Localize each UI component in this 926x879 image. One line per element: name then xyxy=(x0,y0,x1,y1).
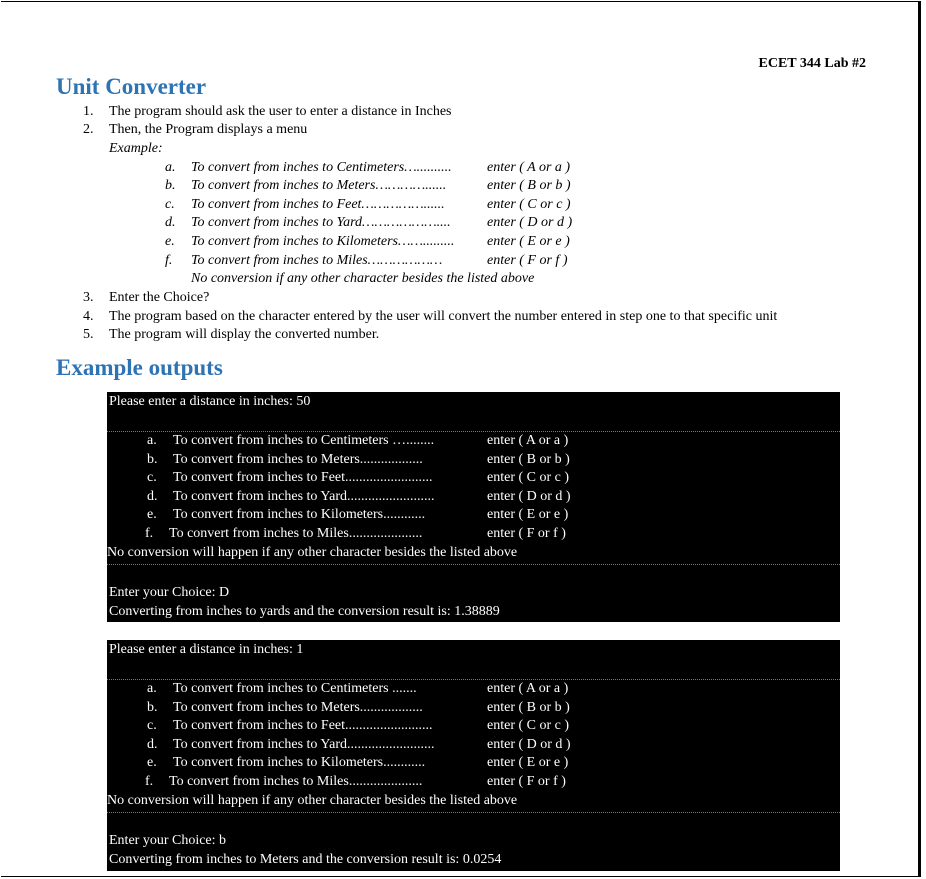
console-menu-letter: c. xyxy=(147,470,157,485)
step-text: The program should ask the user to enter a distance in Inches xyxy=(109,104,452,119)
console-menu-enter: enter ( C or c ) xyxy=(487,470,570,485)
menu-letter: f. xyxy=(165,253,173,268)
console-menu-letter: c. xyxy=(147,718,157,733)
console-result: Converting from inches to yards and the conversion result is: 1.38889 xyxy=(109,604,500,619)
console-menu-enter: enter ( A or a ) xyxy=(487,433,569,448)
console-menu-enter: enter ( B or b ) xyxy=(487,452,570,467)
console-menu-enter: enter ( A or a ) xyxy=(487,681,569,696)
console-output-1 xyxy=(107,392,840,622)
step-text: The program will display the converted number. xyxy=(109,327,380,342)
console-menu-text: To convert from inches to Centimeters …........ xyxy=(173,433,435,448)
console-menu-text: To convert from inches to Centimeters ....... xyxy=(173,681,417,696)
no-conversion-note: No conversion if any other character besides the listed above xyxy=(191,271,535,286)
menu-item-text: To convert from inches to Miles……………… xyxy=(191,253,443,268)
console-menu-enter: enter ( C or c ) xyxy=(487,718,570,733)
step-number: 4. xyxy=(83,309,94,324)
console-menu-enter: enter ( B or b ) xyxy=(487,700,570,715)
console-menu-text: To convert from inches to Kilometers............ xyxy=(173,755,426,770)
console-output-2 xyxy=(107,640,840,871)
step-text: Then, the Program displays a menu xyxy=(109,122,308,137)
console-menu-enter: enter ( F or f ) xyxy=(487,526,566,541)
menu-item-enter: enter ( C or c ) xyxy=(487,197,571,212)
console-menu-enter: enter ( D or d ) xyxy=(487,737,571,752)
console-menu-letter: e. xyxy=(147,755,157,770)
console-prompt: Please enter a distance in inches: 1 xyxy=(109,642,304,657)
menu-item-text: To convert from inches to Feet……………...... xyxy=(191,197,445,212)
menu-item-enter: enter ( D or d ) xyxy=(487,215,573,230)
console-menu-text: To convert from inches to Miles..................... xyxy=(169,526,423,541)
section-title-unit-converter: Unit Converter xyxy=(56,74,207,99)
menu-item-text: To convert from inches to Yard……………….... xyxy=(191,215,451,230)
menu-letter: b. xyxy=(165,178,176,193)
menu-item-text: To convert from inches to Kilometers……......... xyxy=(191,234,455,249)
menu-item-text: To convert from inches to Meters…………...... xyxy=(191,178,447,193)
console-menu-enter: enter ( E or e ) xyxy=(487,507,569,522)
section-title-example-outputs: Example outputs xyxy=(56,355,223,380)
console-menu-letter: d. xyxy=(147,737,158,752)
console-prompt: Please enter a distance in inches: 50 xyxy=(109,394,311,409)
console-result: Converting from inches to Meters and the conversion result is: 0.0254 xyxy=(109,852,502,867)
step-number: 5. xyxy=(83,327,94,342)
console-menu-text: To convert from inches to Meters.................. xyxy=(173,700,423,715)
menu-letter: c. xyxy=(165,197,175,212)
console-menu-letter: b. xyxy=(147,700,158,715)
console-menu-letter: f. xyxy=(145,774,154,789)
console-no-conversion: No conversion will happen if any other character besides the listed above xyxy=(107,793,518,808)
dotted-divider xyxy=(107,564,840,565)
console-menu-enter: enter ( F or f ) xyxy=(487,774,566,789)
menu-item-enter: enter ( A or a ) xyxy=(487,160,571,175)
console-menu-letter: b. xyxy=(147,452,158,467)
console-menu-text: To convert from inches to Yard......................... xyxy=(173,489,435,504)
console-menu-enter: enter ( D or d ) xyxy=(487,489,571,504)
console-menu-text: To convert from inches to Feet......................... xyxy=(173,470,433,485)
menu-letter: d. xyxy=(165,215,176,230)
step-text: Enter the Choice? xyxy=(109,290,210,305)
menu-item-enter: enter ( F or f ) xyxy=(487,253,568,268)
console-menu-text: To convert from inches to Meters.................. xyxy=(173,452,423,467)
console-menu-letter: f. xyxy=(145,526,154,541)
console-menu-letter: a. xyxy=(147,681,157,696)
step-text: The program based on the character entered by the user will convert the number entered in step one to that specific unit xyxy=(109,309,778,324)
console-menu-letter: e. xyxy=(147,507,157,522)
console-no-conversion: No conversion will happen if any other character besides the listed above xyxy=(107,545,518,560)
console-menu-text: To convert from inches to Miles..................... xyxy=(169,774,423,789)
console-menu-enter: enter ( E or e ) xyxy=(487,755,569,770)
console-menu-text: To convert from inches to Feet......................... xyxy=(173,718,433,733)
menu-letter: e. xyxy=(165,234,175,249)
console-menu-letter: d. xyxy=(147,489,158,504)
console-menu-text: To convert from inches to Kilometers............ xyxy=(173,507,426,522)
menu-letter: a. xyxy=(165,160,176,175)
console-menu-letter: a. xyxy=(147,433,157,448)
course-header: ECET 344 Lab #2 xyxy=(758,56,866,71)
step-number: 3. xyxy=(83,290,94,305)
console-menu-text: To convert from inches to Yard......................... xyxy=(173,737,435,752)
console-choice: Enter your Choice: D xyxy=(109,585,230,600)
console-choice: Enter your Choice: b xyxy=(109,833,227,848)
menu-item-enter: enter ( E or e ) xyxy=(487,234,570,249)
step-number: 1. xyxy=(83,104,94,119)
menu-item-text: To convert from inches to Centimeters….......... xyxy=(191,160,452,175)
dotted-divider xyxy=(107,812,840,813)
step-number: 2. xyxy=(83,122,94,137)
menu-item-enter: enter ( B or b ) xyxy=(487,178,571,193)
example-label: Example: xyxy=(109,141,163,156)
